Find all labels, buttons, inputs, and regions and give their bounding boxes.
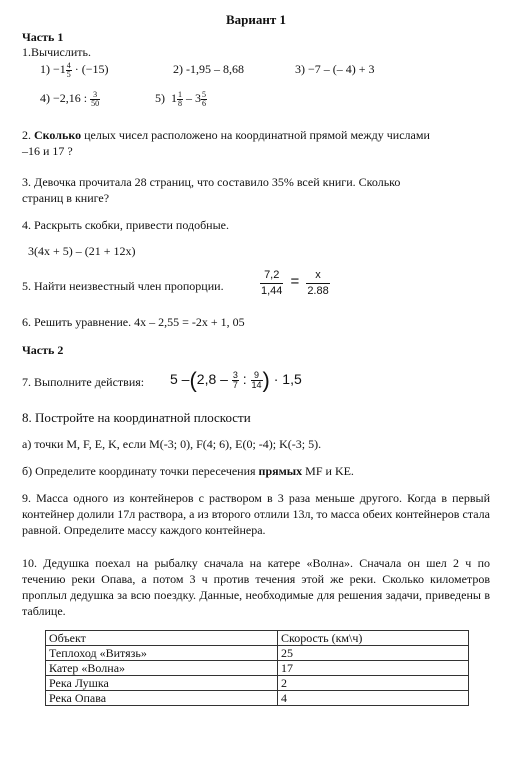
task1-item5-label: 5) xyxy=(155,91,165,105)
task3-line2: страниц в книге? xyxy=(22,191,110,205)
table-header-speed: Скорость (км\ч) xyxy=(278,631,469,646)
task1-item5-fraction2: $\frac{5}{6}$ xyxy=(202,89,206,108)
part2-heading: Часть 2 xyxy=(22,343,64,357)
task5-text: 5. Найти неизвестный член пропорции. xyxy=(22,279,224,293)
table-cell-speed: 2 xyxy=(278,676,469,691)
task1-item4-fraction: $\frac{3}{50}$ xyxy=(91,89,100,108)
task8-header: 8. Постройте на координатной плоскости xyxy=(22,410,251,425)
task8-part-a: а) точки M, F, E, K, если M(-3; 0), F(4; 6), E(0; -4); K(-3; 5). xyxy=(22,437,322,451)
task9-text: 9. Масса одного из контейнеров с раствором в 3 раза меньше другого. Когда в первый контейнер долили 17л раствора, а из второго отлили 13л, то масса обеих контейнеров стала равной. Определите массу каждого контейнера. xyxy=(22,491,490,537)
task4-expression: 3(4x + 5) – (21 + 12x) xyxy=(28,244,136,258)
table-cell-speed: 25 xyxy=(278,646,469,661)
table-cell-object: Катер «Волна» xyxy=(46,661,278,676)
task1-item4-label: 4) −2,16 : xyxy=(40,91,88,105)
table-cell-speed: 4 xyxy=(278,691,469,706)
table-cell-object: Река Лушка xyxy=(46,676,278,691)
task8-part-b: б) Определите координату точки пересечения прямых MF и KE. xyxy=(22,464,354,478)
task1-item5-fraction1: $\frac{1}{8}$ xyxy=(178,89,182,108)
task2-line2: –16 и 17 ? xyxy=(22,144,73,158)
task6-text: 6. Решить уравнение. 4x – 2,55 = -2x + 1, 05 xyxy=(22,315,245,329)
task1-item5: 5) 1 $\frac{1}{8}$ – 3 $\frac{5}{6}$ xyxy=(155,89,206,108)
task1-item2: 2) -1,95 – 8,68 xyxy=(173,62,244,76)
table-cell-object: Теплоход «Витязь» xyxy=(46,646,278,661)
task1-header: 1.Вычислить. xyxy=(22,45,91,59)
task1-item1-fraction: $\frac{4}{5}$ xyxy=(66,60,71,79)
task7-expression: 5 –(2,8 – $\frac{3}{7}$ : $\frac{9}{14}$ ) · 1,5 xyxy=(170,367,302,393)
task1-item1 xyxy=(40,59,109,79)
table-cell-speed: 17 xyxy=(278,661,469,676)
task1-item3: 3) −7 – (– 4) + 3 xyxy=(295,62,375,76)
task1-item4 xyxy=(40,88,100,108)
table-row xyxy=(46,676,469,691)
task3-line1: 3. Девочка прочитала 28 страниц, что составило 35% всей книги. Сколько xyxy=(22,175,401,189)
task5-fraction-a: $\frac{7,2}{1,44}$ xyxy=(261,269,283,297)
speed-table xyxy=(45,630,469,706)
task4-text: 4. Раскрыть скобки, привести подобные. xyxy=(22,218,229,232)
task1-item1-rest: · (−15) xyxy=(74,62,109,76)
task1-item1-whole: −1 xyxy=(53,62,66,76)
table-row xyxy=(46,661,469,676)
table-cell-object: Река Опава xyxy=(46,691,278,706)
table-row xyxy=(46,646,469,661)
task5-fraction-b: $\frac{x}{2.88}$ xyxy=(307,269,329,297)
part1-heading: Часть 1 xyxy=(22,30,64,44)
task5-proportion: $\frac{7,2}{1,44}$ = $\frac{x}{2.88}$ xyxy=(261,269,329,297)
task10-text: 10. Дедушка поехал на рыбалку сначала на катере «Волна». Сначала он шел 2 ч по течению реки Опава, а потом 3 ч против течения этой же реки. Сколько километров проплыл дедушка за всю поездку. Данные, необходимые для решения задачи, приведены в таблице. xyxy=(22,556,490,618)
table-header-row xyxy=(46,631,469,646)
table-row xyxy=(46,691,469,706)
table-header-object: Объект xyxy=(46,631,278,646)
task7-text: 7. Выполните действия: xyxy=(22,375,145,389)
task1-item1-label: 1) xyxy=(40,62,50,76)
variant-title: Вариант 1 xyxy=(226,12,287,27)
task2-line1: 2. Сколько целых чисел расположено на координатной прямой между числами xyxy=(22,128,430,142)
